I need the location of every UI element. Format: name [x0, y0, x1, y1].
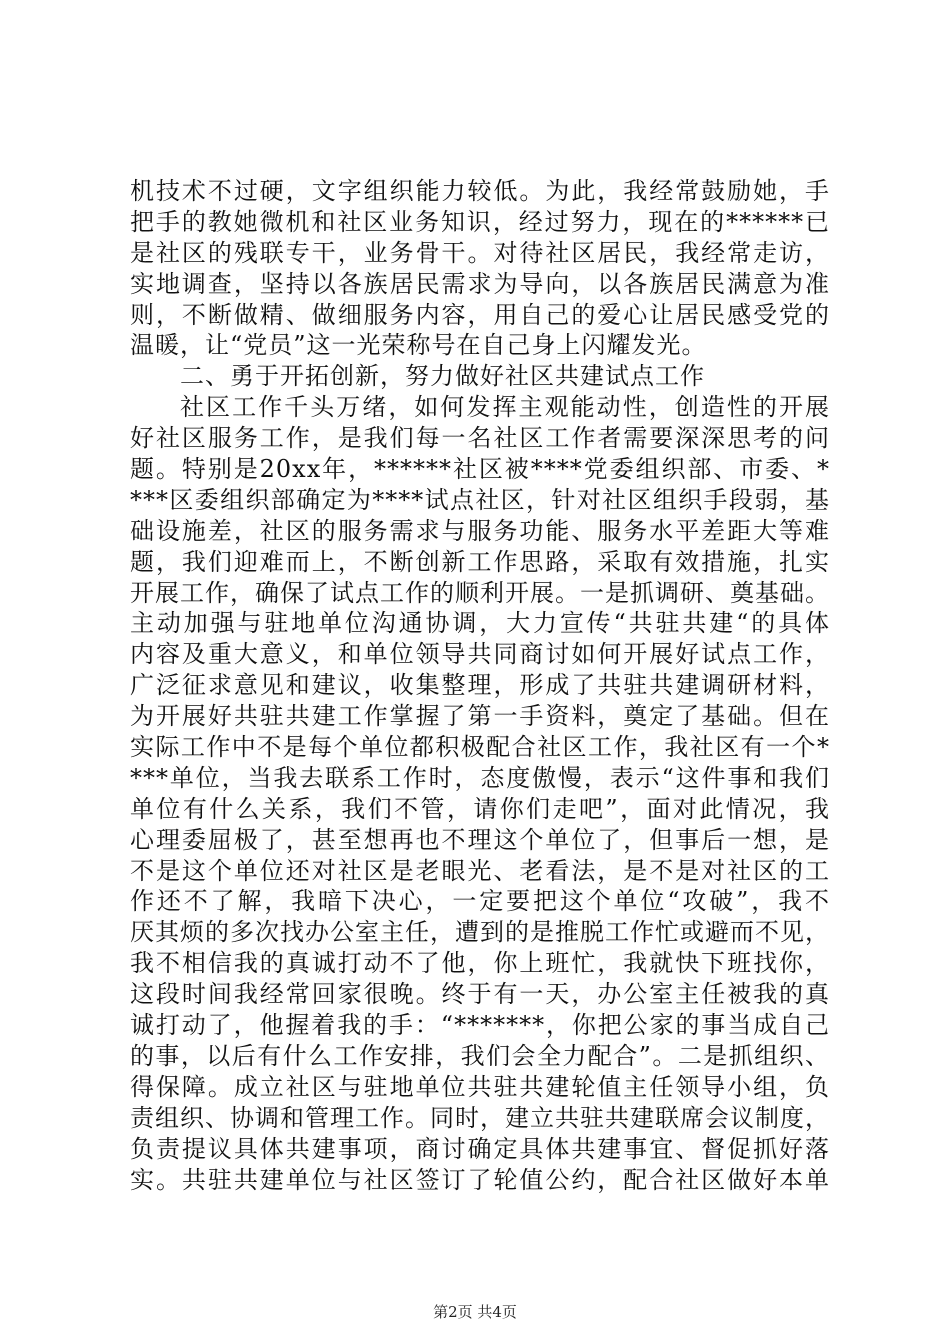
text-line: 厌其烦的多次找办公室主任，遭到的是推脱工作忙或避而不见，	[130, 918, 830, 947]
text-line: 开展工作，确保了试点工作的顺利开展。一是抓调研、奠基础。	[130, 578, 830, 607]
text-line: 题，我们迎难而上，不断创新工作思路，采取有效措施，扎实	[130, 547, 830, 576]
text-line: 是社区的残联专干，业务骨干。对待社区居民，我经常走访，	[130, 238, 830, 267]
text-line: 内容及重大意义，和单位领导共同商讨如何开展好试点工作，	[130, 640, 830, 669]
page-footer: 第2页 共4页	[433, 1303, 517, 1321]
text-line: 负责提议具体共建事项，商讨确定具体共建事宜、督促抓好落	[130, 1134, 830, 1163]
text-line: 则，不断做精、做细服务内容，用自己的爱心让居民感受党的	[130, 300, 830, 329]
text-line: 础设施差，社区的服务需求与服务功能、服务水平差距大等难	[130, 516, 830, 545]
text-line: 单位有什么关系，我们不管，请你们走吧”，面对此情况，我	[130, 794, 830, 823]
text-line: 这段时间我经常回家很晚。终于有一天，办公室主任被我的真	[130, 980, 830, 1009]
text-line: 主动加强与驻地单位沟通协调，大力宣传“共驻共建“的具体	[130, 609, 830, 638]
text-line: ***区委组织部确定为****试点社区，针对社区组织手段弱，基	[130, 485, 830, 514]
section-heading: 二、勇于开拓创新，努力做好社区共建试点工作	[180, 362, 705, 391]
text-line: 实。共驻共建单位与社区签订了轮值公约，配合社区做好本单	[130, 1165, 830, 1194]
text-line: 把手的教她微机和社区业务知识，经过努力，现在的******已	[130, 207, 830, 236]
text-line: 温暖，让“党员”这一光荣称号在自己身上闪耀发光。	[130, 331, 707, 360]
text-line: 心理委屈极了，甚至想再也不理这个单位了，但事后一想，是	[130, 825, 830, 854]
text-line: 我不相信我的真诚打动不了他，你上班忙，我就快下班找你，	[130, 949, 830, 978]
text-line: ***单位，当我去联系工作时，态度傲慢，表示“这件事和我们	[130, 763, 830, 792]
text-line: 为开展好共驻共建工作掌握了第一手资料，奠定了基础。但在	[130, 702, 830, 731]
text-line: 实际工作中不是每个单位都积极配合社区工作，我社区有一个*	[130, 733, 830, 762]
text-line: 好社区服务工作，是我们每一名社区工作者需要深深思考的问	[130, 424, 830, 453]
text-line: 诚打动了，他握着我的手：“*******，你把公家的事当成自己	[130, 1011, 830, 1040]
text-line: 作还不了解，我暗下决心，一定要把这个单位“攻破”，我不	[130, 887, 830, 916]
text-line: 广泛征求意见和建议，收集整理，形成了共驻共建调研材料，	[130, 671, 830, 700]
text-line: 的事，以后有什么工作安排，我们会全力配合”。二是抓组织、	[130, 1041, 830, 1070]
text-line: 题。特别是20xx年，******社区被****党委组织部、市委、*	[130, 455, 830, 484]
text-line: 实地调查，坚持以各族居民需求为导向，以各族居民满意为准	[130, 269, 830, 298]
text-line: 社区工作千头万绪，如何发挥主观能动性，创造性的开展	[180, 393, 830, 422]
text-line: 得保障。成立社区与驻地单位共驻共建轮值主任领导小组，负	[130, 1072, 830, 1101]
text-line: 机技术不过硬，文字组织能力较低。为此，我经常鼓励她，手	[130, 177, 830, 205]
text-line: 责组织、协调和管理工作。同时，建立共驻共建联席会议制度，	[130, 1103, 830, 1132]
body-text	[130, 176, 830, 1195]
text-line: 不是这个单位还对社区是老眼光、老看法，是不是对社区的工	[130, 856, 830, 885]
